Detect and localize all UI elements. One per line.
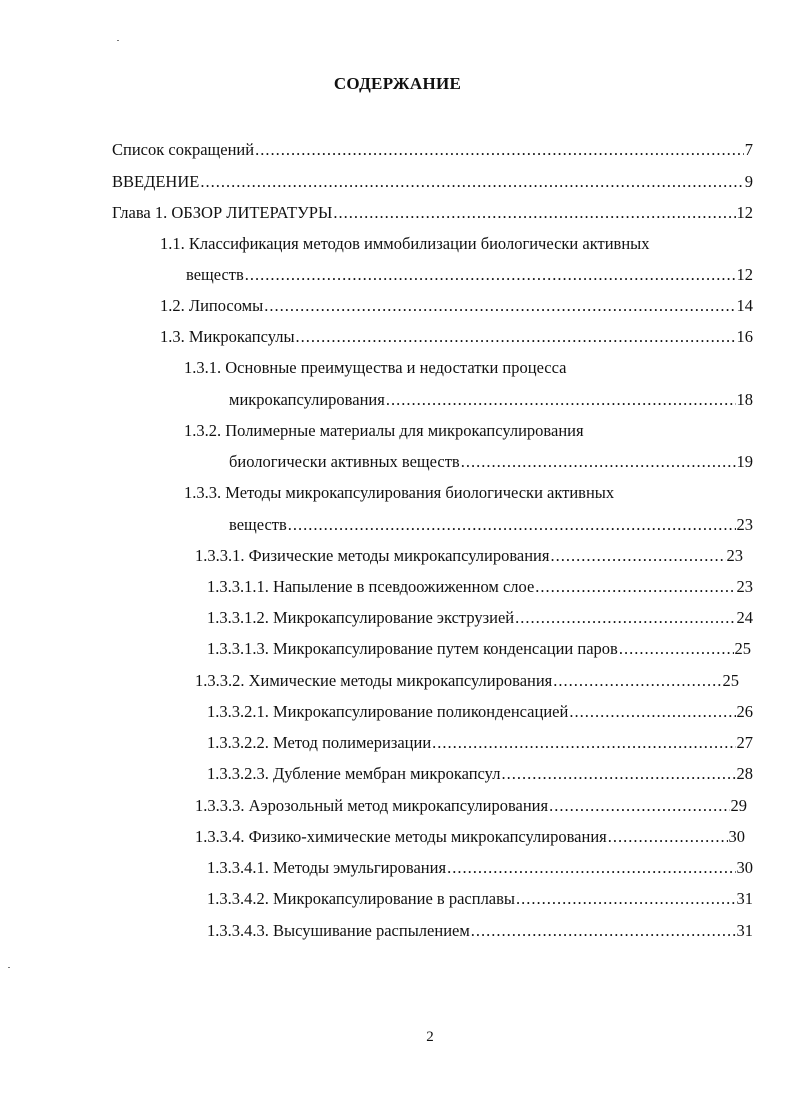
toc-entry-text: 1.3.3.1. Физические методы микрокапсулирования xyxy=(195,546,550,565)
toc-entry-abbreviations[interactable] xyxy=(112,138,753,162)
toc-heading: СОДЕРЖАНИЕ xyxy=(333,74,462,93)
toc-entry-page: 30 xyxy=(728,827,745,846)
toc-entry-page: 9 xyxy=(744,172,753,191)
toc-leader-dots xyxy=(516,887,736,911)
toc-entry-1-3-3-4-1[interactable] xyxy=(207,856,753,880)
toc-entry-1-3-2-line1[interactable]: 1.3.2. Полимерные материалы для микрокапсулирования xyxy=(184,421,584,440)
toc-entry-text: биологически активных веществ xyxy=(229,452,460,471)
toc-entry-page: 14 xyxy=(736,296,753,315)
toc-leader-dots xyxy=(447,856,735,880)
toc-entry-text: Глава 1. ОБЗОР ЛИТЕРАТУРЫ xyxy=(112,203,333,222)
toc-entry-text: 1.3.3.4.3. Высушивание распылением xyxy=(207,921,470,940)
toc-leader-dots xyxy=(288,513,736,537)
toc-entry-text: 1.3.3.4. Физико-химические методы микрокапсулирования xyxy=(195,827,607,846)
toc-entry-1-3-3-1-1[interactable] xyxy=(207,575,753,599)
toc-entry-1-3-3-1-2[interactable] xyxy=(207,606,753,630)
toc-entry-introduction[interactable] xyxy=(112,170,753,194)
toc-entry-page: 23 xyxy=(726,546,743,565)
scan-speck xyxy=(117,40,119,41)
toc-entry-1-3[interactable] xyxy=(160,325,753,349)
toc-entry-page: 31 xyxy=(736,921,753,940)
toc-entry-page: 12 xyxy=(736,203,753,222)
toc-leader-dots xyxy=(619,637,734,661)
toc-entry-page: 12 xyxy=(736,265,753,284)
toc-entry-page: 24 xyxy=(736,608,753,627)
toc-entry-text: 1.3.3.2. Химические методы микрокапсулирования xyxy=(195,671,553,690)
toc-entry-text: микрокапсулирования xyxy=(229,390,385,409)
toc-entry-page: 26 xyxy=(736,702,753,721)
toc-leader-dots xyxy=(501,762,735,786)
toc-leader-dots xyxy=(386,388,736,412)
toc-entry-1-3-3-2-2[interactable] xyxy=(207,731,753,755)
toc-leader-dots xyxy=(200,170,743,194)
toc-entry-1-2[interactable] xyxy=(160,294,753,318)
toc-entry-1-3-3-2[interactable] xyxy=(195,669,739,693)
toc-entry-page: 30 xyxy=(736,858,753,877)
toc-entry-1-3-3-2-1[interactable] xyxy=(207,700,753,724)
toc-leader-dots xyxy=(432,731,735,755)
toc-entry-1-3-3-1-3[interactable] xyxy=(207,637,751,661)
toc-entry-text: 1.2. Липосомы xyxy=(160,296,264,315)
toc-entry-page: 19 xyxy=(736,452,753,471)
scan-speck xyxy=(8,967,10,968)
toc-entry-text: 1.3.3.1.3. Микрокапсулирование путем конденсации паров xyxy=(207,639,618,658)
toc-leader-dots xyxy=(245,263,736,287)
toc-entry-1-3-2[interactable] xyxy=(229,450,753,474)
toc-leader-dots xyxy=(535,575,735,599)
toc-entry-text: 1.3.3.4.2. Микрокапсулирование в расплавы xyxy=(207,889,515,908)
toc-entry-page: 27 xyxy=(736,733,753,752)
toc-entry-1-3-3-3[interactable] xyxy=(195,794,747,818)
toc-entry-text: 1.3.3.1.2. Микрокапсулирование экструзией xyxy=(207,608,515,627)
toc-entry-text: 1.3.3.1.1. Напыление в псевдоожиженном слое xyxy=(207,577,535,596)
toc-leader-dots xyxy=(461,450,736,474)
toc-leader-dots xyxy=(569,700,735,724)
toc-entry-1-3-1-line1[interactable]: 1.3.1. Основные преимущества и недостатки процесса xyxy=(184,358,567,377)
toc-entry-1-3-3-4[interactable] xyxy=(195,825,745,849)
toc-leader-dots xyxy=(471,919,736,943)
toc-entry-1-3-1[interactable] xyxy=(229,388,753,412)
toc-entry-text: 1.3. Микрокапсулы xyxy=(160,327,295,346)
toc-entry-1-3-3-4-2[interactable] xyxy=(207,887,753,911)
toc-leader-dots xyxy=(264,294,735,318)
toc-entry-text: 1.3.3.3. Аэрозольный метод микрокапсулирования xyxy=(195,796,549,815)
toc-entry-1-3-3-1[interactable] xyxy=(195,544,743,568)
toc-leader-dots xyxy=(255,138,744,162)
toc-entry-text: веществ xyxy=(186,265,244,284)
toc-entry-page: 16 xyxy=(736,327,753,346)
toc-entry-text: веществ xyxy=(229,515,287,534)
toc-entry-text: 1.3.3.2.1. Микрокапсулирование поликонденсацией xyxy=(207,702,569,721)
page-number: 2 xyxy=(426,1029,434,1045)
toc-leader-dots xyxy=(608,825,728,849)
toc-entry-text: 1.3.3.2.3. Дубление мембран микрокапсул xyxy=(207,764,501,783)
toc-entry-1-3-3-4-3[interactable] xyxy=(207,919,753,943)
toc-entry-1-3-3[interactable] xyxy=(229,513,753,537)
toc-entry-page: 7 xyxy=(744,140,753,159)
toc-entry-text: 1.3.3.2.2. Метод полимеризации xyxy=(207,733,432,752)
toc-leader-dots xyxy=(550,544,725,568)
toc-entry-page: 28 xyxy=(736,764,753,783)
toc-entry-page: 29 xyxy=(730,796,747,815)
toc-entry-page: 18 xyxy=(736,390,753,409)
toc-leader-dots xyxy=(296,325,736,349)
toc-entry-chapter-1[interactable] xyxy=(112,201,753,225)
toc-entry-text: ВВЕДЕНИЕ xyxy=(112,172,200,191)
toc-leader-dots xyxy=(549,794,729,818)
toc-entry-text: 1.3.3.4.1. Методы эмульгирования xyxy=(207,858,447,877)
toc-entry-1-3-3-2-3[interactable] xyxy=(207,762,753,786)
toc-entry-1-1[interactable] xyxy=(186,263,753,287)
toc-entry-1-3-3-line1[interactable]: 1.3.3. Методы микрокапсулирования биологически активных xyxy=(184,483,615,502)
toc-entry-text: Список сокращений xyxy=(112,140,255,159)
toc-entry-page: 23 xyxy=(736,577,753,596)
toc-entry-page: 23 xyxy=(736,515,753,534)
toc-entry-page: 25 xyxy=(734,639,751,658)
toc-leader-dots xyxy=(515,606,735,630)
toc-leader-dots xyxy=(553,669,721,693)
toc-entry-page: 31 xyxy=(736,889,753,908)
toc-leader-dots xyxy=(333,201,735,225)
toc-entry-page: 25 xyxy=(722,671,739,690)
toc-entry-1-1-line1[interactable]: 1.1. Классификация методов иммобилизации биологически активных xyxy=(160,234,650,253)
